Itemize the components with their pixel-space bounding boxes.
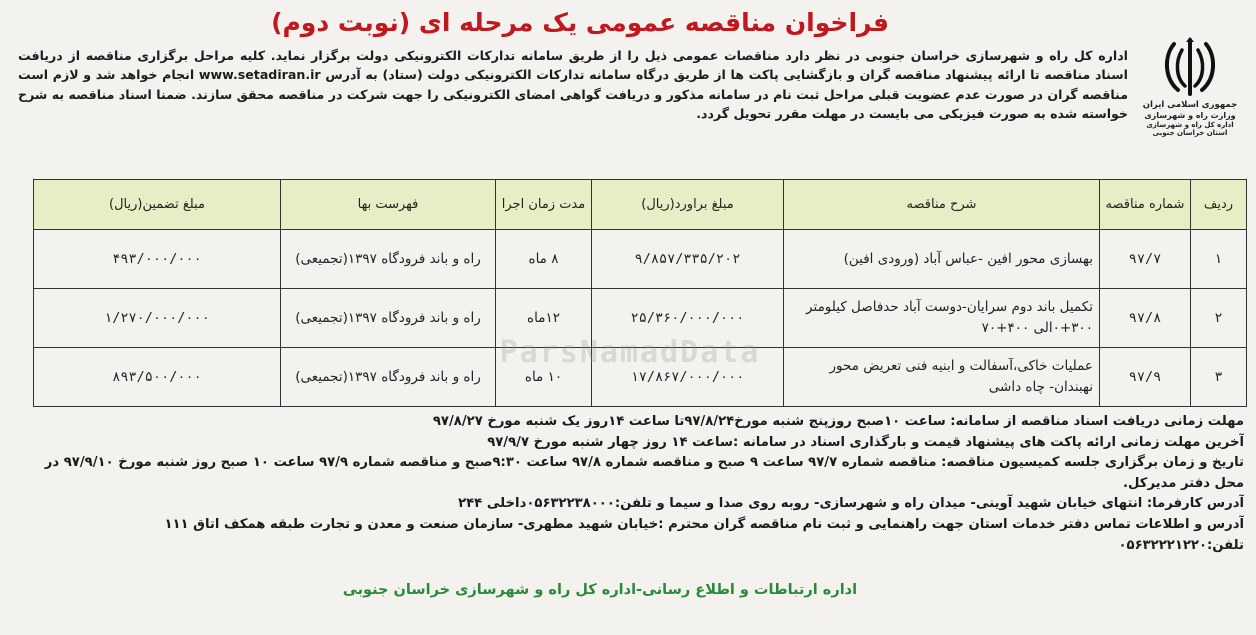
cell-guarantee: ۴۹۳/۰۰۰/۰۰۰	[34, 230, 281, 289]
cell-description: عملیات خاکی،آسفالت و ابنیه فنی تعریض محور نهبندان- چاه داشی	[784, 348, 1100, 407]
cell-description: تکمیل باند دوم سرایان-دوست آباد حدفاصل کیلومتر ۳۰۰+۰الی ۴۰۰+۷۰	[784, 289, 1100, 348]
watermark: ParsNamadData	[499, 335, 761, 370]
doc-receipt-deadline: مهلت زمانی دریافت اسناد مناقصه از سامانه: ساعت ۱۰صبح روزپنج شنبه مورخ۹۷/۸/۲۴تا ساعت ۱۴روز یک شنبه مورخ ۹۷/۸/۲۷	[432, 414, 1244, 429]
cell-estimate: ۹/۸۵۷/۳۳۵/۲۰۲	[592, 230, 784, 289]
logo-office: اداره کل راه و شهرسازی استان خراسان جنوبی	[1146, 121, 1234, 137]
service-office-address: آدرس و اطلاعات تماس دفتر خدمات استان جهت راهنمایی و ثبت نام مناقصه گران محترم :خیابان شهید مطهری- سازمان صنعت و معدن و تجارت طبقه همکف اتاق ۱۱۱	[164, 516, 1244, 532]
cell-number: ۹۷/۸	[1100, 289, 1191, 348]
header-description: شرح مناقصه	[784, 180, 1100, 230]
cell-estimate: ۱۷/۸۶۷/۰۰۰/۰۰۰	[592, 348, 784, 407]
header-tender-number: شماره مناقصه	[1100, 180, 1191, 230]
cell-pricelist: راه و باند فرودگاه ۱۳۹۷(تجمیعی)	[281, 348, 496, 407]
header-pricelist: فهرست بها	[281, 180, 496, 230]
notice-title: فراخوان مناقصه عمومی یک مرحله ای (نوبت دوم)	[271, 8, 889, 37]
cell-guarantee: ۸۹۳/۵۰۰/۰۰۰	[34, 348, 281, 407]
cell-number: ۹۷/۷	[1100, 230, 1191, 289]
tender-details	[12, 412, 1244, 556]
cell-guarantee: ۱/۲۷۰/۰۰۰/۰۰۰	[34, 289, 281, 348]
cell-duration: ۸ ماه	[496, 230, 592, 289]
ministry-logo	[1136, 36, 1244, 137]
cell-row: ۱	[1191, 230, 1247, 289]
cell-number: ۹۷/۹	[1100, 348, 1191, 407]
cell-duration: ۱۰ ماه	[496, 348, 592, 407]
cell-duration: ۱۲ماه	[496, 289, 592, 348]
service-office-phone: تلفن:۰۵۶۳۲۲۲۱۲۲۰	[1118, 537, 1244, 553]
cell-estimate: ۲۵/۳۶۰/۰۰۰/۰۰۰	[592, 289, 784, 348]
tender-table	[33, 179, 1247, 407]
table-row	[34, 230, 1247, 289]
tender-table-wrapper	[34, 179, 1247, 407]
cell-pricelist: راه و باند فرودگاه ۱۳۹۷(تجمیعی)	[281, 230, 496, 289]
commission-meeting-time: تاریخ و زمان برگزاری جلسه کمیسیون مناقصه: مناقصه شماره ۹۷/۷ ساعت ۹ صبح و مناقصه شماره ۹۷/۸ ساعت ۹:۳۰صبح و مناقصه شماره ۹۷/۹ ساعت ۱۰ صبح روز شنبه مورخ ۹۷/۹/۱۰ در محل دفتر مدیرکل.	[44, 455, 1244, 491]
cell-pricelist: راه و باند فرودگاه ۱۳۹۷(تجمیعی)	[281, 289, 496, 348]
table-header-row	[34, 180, 1247, 230]
header-row-number: ردیف	[1191, 180, 1247, 230]
cell-row: ۳	[1191, 348, 1247, 407]
header-duration: مدت زمان اجرا	[496, 180, 592, 230]
logo-country: جمهوری اسلامی ایران	[1142, 100, 1238, 110]
employer-address: آدرس کارفرما: انتهای خیابان شهید آوینی- میدان راه و شهرسازی- روبه روی صدا و سیما و تلفن:۰۵۶۳۲۲۳۸۰۰۰داخلی ۲۴۴	[458, 496, 1244, 512]
header-estimate: مبلغ براورد(ریال)	[592, 180, 784, 230]
logo-ministry: وزارت راه و شهرسازی	[1144, 111, 1236, 120]
iran-emblem-icon	[1160, 36, 1220, 98]
cell-row: ۲	[1191, 289, 1247, 348]
issuer-footer: اداره ارتباطات و اطلاع رسانی-اداره کل راه و شهرسازی خراسان جنوبی	[342, 582, 858, 598]
bid-submission-deadline: آخرین مهلت زمانی ارائه پاکت های پیشنهاد قیمت و بارگذاری اسناد در سامانه :ساعت ۱۴ روز چهار شنبه مورخ ۹۷/۹/۷	[487, 434, 1244, 450]
header-guarantee: مبلغ تضمین(ریال)	[34, 180, 281, 230]
cell-description: بهسازی محور افین -عباس آباد (ورودی افین)	[784, 230, 1100, 289]
intro-paragraph: اداره کل راه و شهرسازی خراسان جنوبی در نظر دارد مناقصات عمومی ذیل را از طریق سامانه تدارکات الکترونیکی دولت برگزار نماید. کلیه مراحل برگزاری مناقصه از دریافت اسناد مناقصه تا ارائه پیشنهاد مناقصه گران و بازگشایی پاکت ها از طریق درگاه سامانه تدارکات الکترونیکی دولت (ستاد) به آدرس www.setadiran.ir انجام خواهد شد و لازم است مناقصه گران در صورت عدم عضویت قبلی مراحل ثبت نام در سامانه مذکور و دریافت گواهی امضای الکترونیکی را جهت شرکت در مناقصه محقق سازند. ضمنا اسناد مناقصه به شرح خواسته شده به صورت فیزیکی می بایست در مهلت مقرر تحویل گردد.	[18, 48, 1128, 121]
